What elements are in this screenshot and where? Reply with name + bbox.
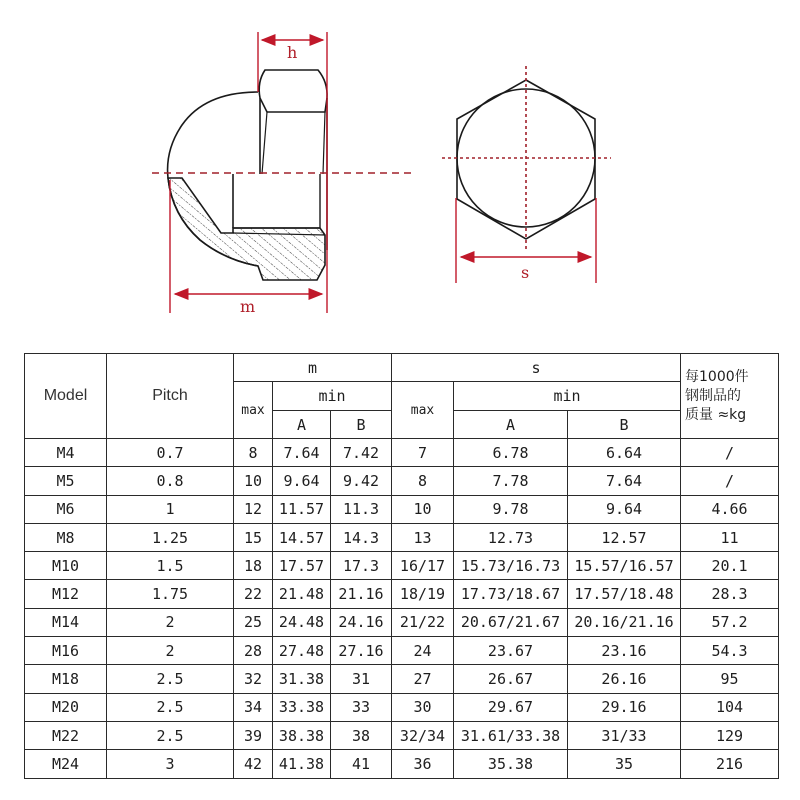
cell-weight: 95 <box>681 665 779 693</box>
cell-pitch: 2.5 <box>107 665 234 693</box>
cell-s-min-a: 6.78 <box>454 439 568 467</box>
cell-m-min-b: 7.42 <box>331 439 392 467</box>
cell-weight: / <box>681 439 779 467</box>
cell-weight: 129 <box>681 721 779 749</box>
cell-m-max: 10 <box>234 467 273 495</box>
header-m: m <box>234 354 392 382</box>
cell-m-max: 32 <box>234 665 273 693</box>
cell-pitch: 0.7 <box>107 439 234 467</box>
cell-s-max: 16/17 <box>392 552 454 580</box>
cell-s-min-b: 31/33 <box>568 721 681 749</box>
cell-s-max: 13 <box>392 523 454 551</box>
cell-s-min-a: 26.67 <box>454 665 568 693</box>
cell-m-max: 25 <box>234 608 273 636</box>
cell-s-min-a: 29.67 <box>454 693 568 721</box>
cell-weight: 216 <box>681 750 779 778</box>
header-s-min-b: B <box>568 411 681 439</box>
cell-m-min-a: 27.48 <box>273 637 331 665</box>
header-m-min-a: A <box>273 411 331 439</box>
cell-model: M10 <box>25 552 107 580</box>
header-m-min: min <box>273 382 392 411</box>
cell-m-min-b: 11.3 <box>331 495 392 523</box>
cell-m-min-a: 41.38 <box>273 750 331 778</box>
top-view <box>442 66 611 283</box>
cell-s-min-b: 7.64 <box>568 467 681 495</box>
cell-pitch: 1.5 <box>107 552 234 580</box>
s-label: s <box>521 263 530 282</box>
cell-model: M8 <box>25 523 107 551</box>
header-s-min: min <box>454 382 681 411</box>
cell-m-min-a: 7.64 <box>273 439 331 467</box>
cell-m-max: 28 <box>234 637 273 665</box>
m-label: m <box>240 297 256 316</box>
cell-model: M6 <box>25 495 107 523</box>
cell-s-max: 21/22 <box>392 608 454 636</box>
table-row <box>25 523 779 551</box>
cell-model: M20 <box>25 693 107 721</box>
cell-weight: 4.66 <box>681 495 779 523</box>
header-weight-line2: 钢制品的 <box>685 387 741 404</box>
h-label: h <box>287 43 298 62</box>
cell-model: M18 <box>25 665 107 693</box>
cell-s-min-a: 35.38 <box>454 750 568 778</box>
cell-m-min-a: 33.38 <box>273 693 331 721</box>
cell-m-min-a: 11.57 <box>273 495 331 523</box>
cell-model: M4 <box>25 439 107 467</box>
cell-s-min-b: 6.64 <box>568 439 681 467</box>
cell-pitch: 2.5 <box>107 693 234 721</box>
cell-m-min-a: 38.38 <box>273 721 331 749</box>
table-row <box>25 439 779 467</box>
table-row <box>25 552 779 580</box>
cell-s-min-b: 20.16/21.16 <box>568 608 681 636</box>
cell-m-max: 8 <box>234 439 273 467</box>
header-weight <box>681 354 779 439</box>
cell-s-min-b: 29.16 <box>568 693 681 721</box>
cell-m-min-a: 31.38 <box>273 665 331 693</box>
cell-m-min-b: 31 <box>331 665 392 693</box>
cell-m-min-b: 14.3 <box>331 523 392 551</box>
table-row <box>25 580 779 608</box>
table-row <box>25 750 779 778</box>
cell-pitch: 2 <box>107 637 234 665</box>
cell-s-max: 24 <box>392 637 454 665</box>
cell-s-min-b: 12.57 <box>568 523 681 551</box>
cell-s-min-b: 17.57/18.48 <box>568 580 681 608</box>
header-model: Model <box>25 354 107 439</box>
table-row <box>25 637 779 665</box>
cell-s-min-a: 15.73/16.73 <box>454 552 568 580</box>
header-s-min-a: A <box>454 411 568 439</box>
cell-m-min-a: 21.48 <box>273 580 331 608</box>
cell-s-min-b: 23.16 <box>568 637 681 665</box>
cell-model: M12 <box>25 580 107 608</box>
technical-drawing <box>0 0 800 340</box>
table-row <box>25 665 779 693</box>
cell-pitch: 1.75 <box>107 580 234 608</box>
table-row <box>25 467 779 495</box>
cell-weight: / <box>681 467 779 495</box>
cell-m-min-b: 33 <box>331 693 392 721</box>
cell-model: M22 <box>25 721 107 749</box>
cell-s-min-a: 23.67 <box>454 637 568 665</box>
cell-weight: 28.3 <box>681 580 779 608</box>
cell-m-min-a: 14.57 <box>273 523 331 551</box>
cell-s-min-a: 17.73/18.67 <box>454 580 568 608</box>
cell-s-max: 7 <box>392 439 454 467</box>
cell-m-max: 12 <box>234 495 273 523</box>
header-pitch: Pitch <box>107 354 234 439</box>
cell-weight: 57.2 <box>681 608 779 636</box>
cell-m-min-a: 9.64 <box>273 467 331 495</box>
cell-m-min-b: 38 <box>331 721 392 749</box>
cell-weight: 54.3 <box>681 637 779 665</box>
cell-weight: 11 <box>681 523 779 551</box>
hex-body-outline <box>259 70 327 112</box>
cell-model: M16 <box>25 637 107 665</box>
cell-s-min-b: 35 <box>568 750 681 778</box>
cell-m-min-b: 21.16 <box>331 580 392 608</box>
cell-m-min-b: 27.16 <box>331 637 392 665</box>
cell-model: M14 <box>25 608 107 636</box>
cell-s-min-b: 26.16 <box>568 665 681 693</box>
cell-s-max: 30 <box>392 693 454 721</box>
cell-pitch: 3 <box>107 750 234 778</box>
cell-pitch: 2.5 <box>107 721 234 749</box>
cell-pitch: 1 <box>107 495 234 523</box>
cell-pitch: 0.8 <box>107 467 234 495</box>
cell-weight: 20.1 <box>681 552 779 580</box>
cell-model: M24 <box>25 750 107 778</box>
cell-s-max: 18/19 <box>392 580 454 608</box>
cell-s-max: 8 <box>392 467 454 495</box>
cell-s-max: 36 <box>392 750 454 778</box>
cell-s-min-a: 31.61/33.38 <box>454 721 568 749</box>
cell-model: M5 <box>25 467 107 495</box>
header-m-min-b: B <box>331 411 392 439</box>
cell-s-min-b: 15.57/16.57 <box>568 552 681 580</box>
header-weight-line1: 每1000件 <box>685 368 749 385</box>
side-view <box>152 32 416 316</box>
cell-pitch: 2 <box>107 608 234 636</box>
cell-m-max: 39 <box>234 721 273 749</box>
header-s-max: max <box>392 382 454 439</box>
cell-s-min-b: 9.64 <box>568 495 681 523</box>
cell-m-min-b: 24.16 <box>331 608 392 636</box>
cell-m-max: 22 <box>234 580 273 608</box>
section-hatch <box>168 178 325 280</box>
header-weight-line3: 质量 ≈kg <box>685 406 747 423</box>
table-row <box>25 693 779 721</box>
cell-m-min-a: 24.48 <box>273 608 331 636</box>
table-row <box>25 495 779 523</box>
cell-weight: 104 <box>681 693 779 721</box>
cell-m-min-a: 17.57 <box>273 552 331 580</box>
cell-s-max: 27 <box>392 665 454 693</box>
cell-s-min-a: 9.78 <box>454 495 568 523</box>
cell-s-min-a: 20.67/21.67 <box>454 608 568 636</box>
cell-m-max: 34 <box>234 693 273 721</box>
cell-m-min-b: 9.42 <box>331 467 392 495</box>
cell-s-min-a: 12.73 <box>454 523 568 551</box>
cell-s-max: 32/34 <box>392 721 454 749</box>
table-row <box>25 721 779 749</box>
header-m-max: max <box>234 382 273 439</box>
cell-m-max: 42 <box>234 750 273 778</box>
cell-m-max: 15 <box>234 523 273 551</box>
header-s: s <box>392 354 681 382</box>
table-row <box>25 608 779 636</box>
cell-m-min-b: 17.3 <box>331 552 392 580</box>
cell-s-min-a: 7.78 <box>454 467 568 495</box>
cell-m-min-b: 41 <box>331 750 392 778</box>
cell-pitch: 1.25 <box>107 523 234 551</box>
cell-m-max: 18 <box>234 552 273 580</box>
cell-s-max: 10 <box>392 495 454 523</box>
dimension-spec-table <box>24 353 779 779</box>
